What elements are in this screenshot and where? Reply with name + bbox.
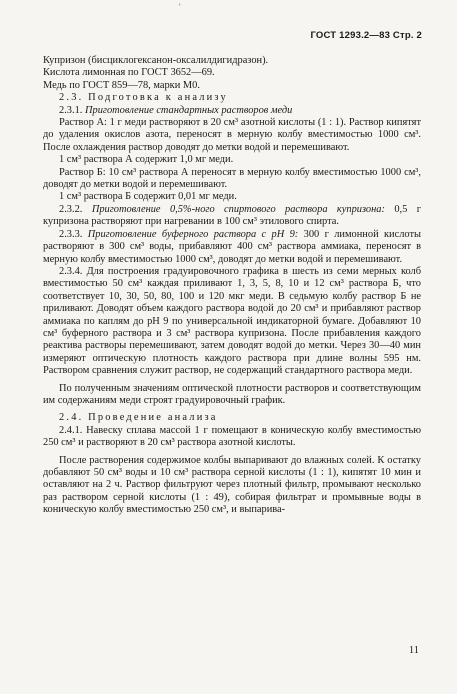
page-header: ГОСТ 1293.2—83 Стр. 2 [310, 30, 422, 41]
document-body [43, 55, 421, 517]
paragraph [43, 204, 421, 229]
paragraph: 1 см³ раствора Б содержит 0,01 мг меди. [59, 191, 237, 203]
paragraph: 2.3.4. Для построения градуировочного графика в шесть из семи мерных колб вместимостью 50 см³ каждая приливают 1, 3, 5, 8, 10 и 12 см³ раствора Б, что соответствует 10, 30, 50, 80, 100 и 120 мкг меди. В седьмую колбу раствор Б не приливают. Доводят объем каждого раствора водой до 20 см³ и прибавляют раствор аммиака по каплям до рН 9 по универсальной индикаторной бумаге. Добавляют 10 см³ буферного раствора и 3 см³ раствора купризона. После прибавления каждого реактива растворы перемешивают, затем доводят водой до метки. Через 30—40 мин измеряют оптическую плотность каждого раствора при длине волны 595 нм. Раствором сравнения служит раствор, не содержащий стандартного раствора меди. [43, 265, 421, 377]
reagent-line: Медь по ГОСТ 859—78, марки М0. [43, 79, 200, 91]
paragraph [43, 229, 421, 266]
paragraph-text: 300 г лимонной кислоты растворяют в 300 см³ воды, прибавляют 400 см³ раствора аммиака, переносят в мерную колбу вместимостью 1000 см³, доводят до метки водой и перемешивают. [43, 228, 421, 265]
reagent-line: Купризон (бисциклогексанон-оксалилдигидразон). [43, 55, 269, 66]
paragraph: После растворения содержимое колбы выпаривают до влажных солей. К остатку добавляют 50 см³ воды и 10 см³ раствора серной кислоты (1 : 1), кипятят 10 мин и оставляют на 2 ч. Раствор фильтруют через плотный фильтр, промывают несколько раз раствором серной кислоты (1 : 49), собирая фильтрат и промывные воды в коническую колбу вместимостью 250 см³, и выпарива- [43, 454, 421, 516]
reagent-line: Кислота лимонная по ГОСТ 3652—69. [43, 67, 215, 79]
paragraph: 1 см³ раствора А содержит 1,0 мг меди. [59, 154, 234, 166]
subsection-number: 2.3.2. [59, 203, 83, 215]
subsection-number: 2.3.1. [59, 104, 83, 116]
page-number: 11 [408, 645, 419, 656]
section-heading: 2.4. Проведение анализа [59, 412, 218, 424]
paragraph: Раствор А: 1 г меди растворяют в 20 см³ азотной кислоты (1 : 1). Раствор кипятят до удаления окислов азота, переносят в мерную колбу вместимостью 1000 см³. После охлаждения раствор доводят до метки водой и перемешивают. [43, 117, 421, 153]
subsection-title: Приготовление стандартных растворов меди [85, 104, 293, 116]
paragraph-text: 0,5 г купризона растворяют при нагревании в 100 см³ этилового спирта. [43, 203, 421, 228]
subsection-number: 2.3.3. [59, 228, 83, 240]
scan-mark-icon: ʿ [178, 3, 182, 14]
paragraph: Раствор Б: 10 см³ раствора А переносят в мерную колбу вместимостью 1000 см³, доводят до метки водой и перемешивают. [43, 166, 421, 191]
subsection-title: Приготовление буферного раствора с рН 9: [87, 228, 299, 240]
subsection-title: Приготовление 0,5%-ного спиртового раствора купризона: [91, 203, 385, 215]
section-heading: 2.3. Подготовка к анализу [59, 92, 228, 104]
subsection-heading [43, 105, 421, 117]
paragraph: По полученным значениям оптической плотности растворов и соответствующим им содержаниям меди строят градуировочный график. [43, 382, 421, 406]
paragraph: 2.4.1. Навеску сплава массой 1 г помещают в коническую колбу вместимостью 250 см³ и растворяют в 20 см³ раствора азотной кислоты. [43, 424, 421, 449]
